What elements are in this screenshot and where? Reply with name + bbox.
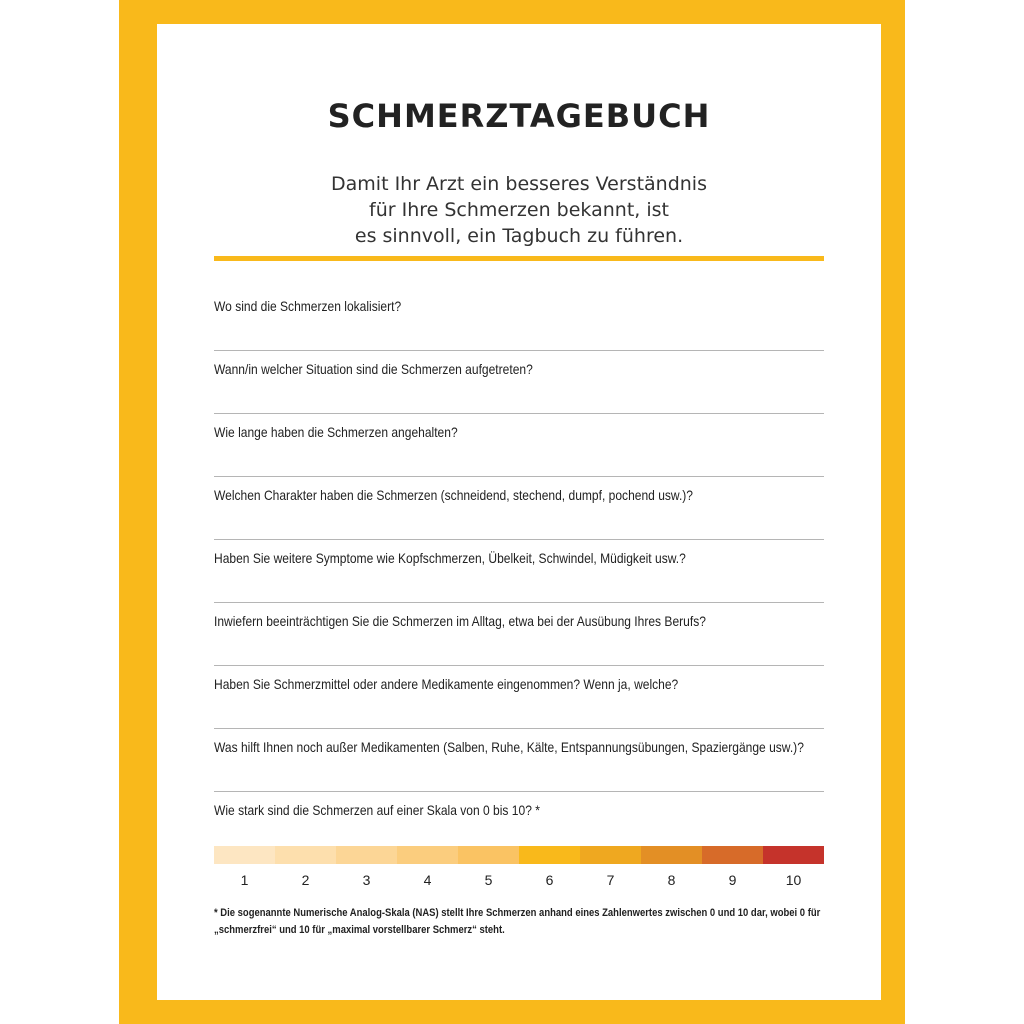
answer-line-situation[interactable] bbox=[214, 413, 824, 414]
footnote: * Die sogenannte Numerische Analog-Skala (NAS) stellt Ihre Schmerzen anhand eines Zahlenwertes zwischen 0 und 10 dar, wobei 0 für „schmerzfrei“ und 10 für „maximal vorstellbarer Schmerz“ steht. bbox=[214, 907, 821, 936]
pain-scale-label-5: 5 bbox=[484, 872, 493, 888]
pain-scale-label-9: 9 bbox=[728, 872, 737, 888]
pain-scale-segment-1[interactable] bbox=[214, 846, 275, 864]
answer-line-medication[interactable] bbox=[214, 728, 824, 729]
pain-scale-label-1: 1 bbox=[240, 872, 249, 888]
pain-scale-segment-2[interactable] bbox=[275, 846, 336, 864]
pain-scale-label-4: 4 bbox=[423, 872, 432, 888]
answer-line-remedies[interactable] bbox=[214, 791, 824, 792]
header-divider bbox=[214, 256, 824, 261]
pain-scale-segment-10[interactable] bbox=[763, 846, 824, 864]
pain-scale-labels bbox=[214, 872, 824, 888]
question-character: Welchen Charakter haben die Schmerzen (schneidend, stechend, dumpf, pochend usw.)? bbox=[214, 487, 693, 503]
question-remedies: Was hilft Ihnen noch außer Medikamenten (Salben, Ruhe, Kälte, Entspannungsübungen, Spaziergänge usw.)? bbox=[214, 739, 804, 755]
intro-line: für Ihre Schmerzen bekannt, ist bbox=[369, 199, 669, 221]
answer-line-duration[interactable] bbox=[214, 476, 824, 477]
pain-scale-segment-7[interactable] bbox=[580, 846, 641, 864]
intro-line: Damit Ihr Arzt ein besseres Verständnis bbox=[331, 173, 707, 195]
question-intensity: Wie stark sind die Schmerzen auf einer Skala von 0 bis 10? * bbox=[214, 802, 540, 818]
answer-line-location[interactable] bbox=[214, 350, 824, 351]
pain-scale-segment-6[interactable] bbox=[519, 846, 580, 864]
intro-line: es sinnvoll, ein Tagbuch zu führen. bbox=[354, 225, 684, 247]
answer-line-daily-life[interactable] bbox=[214, 665, 824, 666]
pain-scale-segment-5[interactable] bbox=[458, 846, 519, 864]
pain-scale-segment-4[interactable] bbox=[397, 846, 458, 864]
pain-scale-segment-3[interactable] bbox=[336, 846, 397, 864]
question-symptoms: Haben Sie weitere Symptome wie Kopfschmerzen, Übelkeit, Schwindel, Müdigkeit usw.? bbox=[214, 550, 686, 566]
question-situation: Wann/in welcher Situation sind die Schmerzen aufgetreten? bbox=[214, 361, 533, 377]
pain-scale-label-2: 2 bbox=[301, 872, 310, 888]
pain-scale-segment-9[interactable] bbox=[702, 846, 763, 864]
pain-scale-label-6: 6 bbox=[545, 872, 554, 888]
pain-scale-bar bbox=[214, 846, 824, 864]
question-medication: Haben Sie Schmerzmittel oder andere Medikamente eingenommen? Wenn ja, welche? bbox=[214, 676, 679, 692]
pain-scale-label-3: 3 bbox=[362, 872, 371, 888]
page-title: SCHMERZTAGEBUCH bbox=[327, 97, 711, 135]
question-daily-life: Inwiefern beeinträchtigen Sie die Schmerzen im Alltag, etwa bei der Ausübung Ihres Berufs? bbox=[214, 613, 706, 629]
pain-scale-label-10: 10 bbox=[785, 872, 802, 888]
intro-text bbox=[157, 171, 881, 249]
question-duration: Wie lange haben die Schmerzen angehalten? bbox=[214, 424, 458, 440]
pain-scale-segment-8[interactable] bbox=[641, 846, 702, 864]
pain-scale-label-7: 7 bbox=[606, 872, 615, 888]
answer-line-symptoms[interactable] bbox=[214, 602, 824, 603]
question-location: Wo sind die Schmerzen lokalisiert? bbox=[214, 298, 402, 314]
answer-line-character[interactable] bbox=[214, 539, 824, 540]
pain-scale-label-8: 8 bbox=[667, 872, 676, 888]
